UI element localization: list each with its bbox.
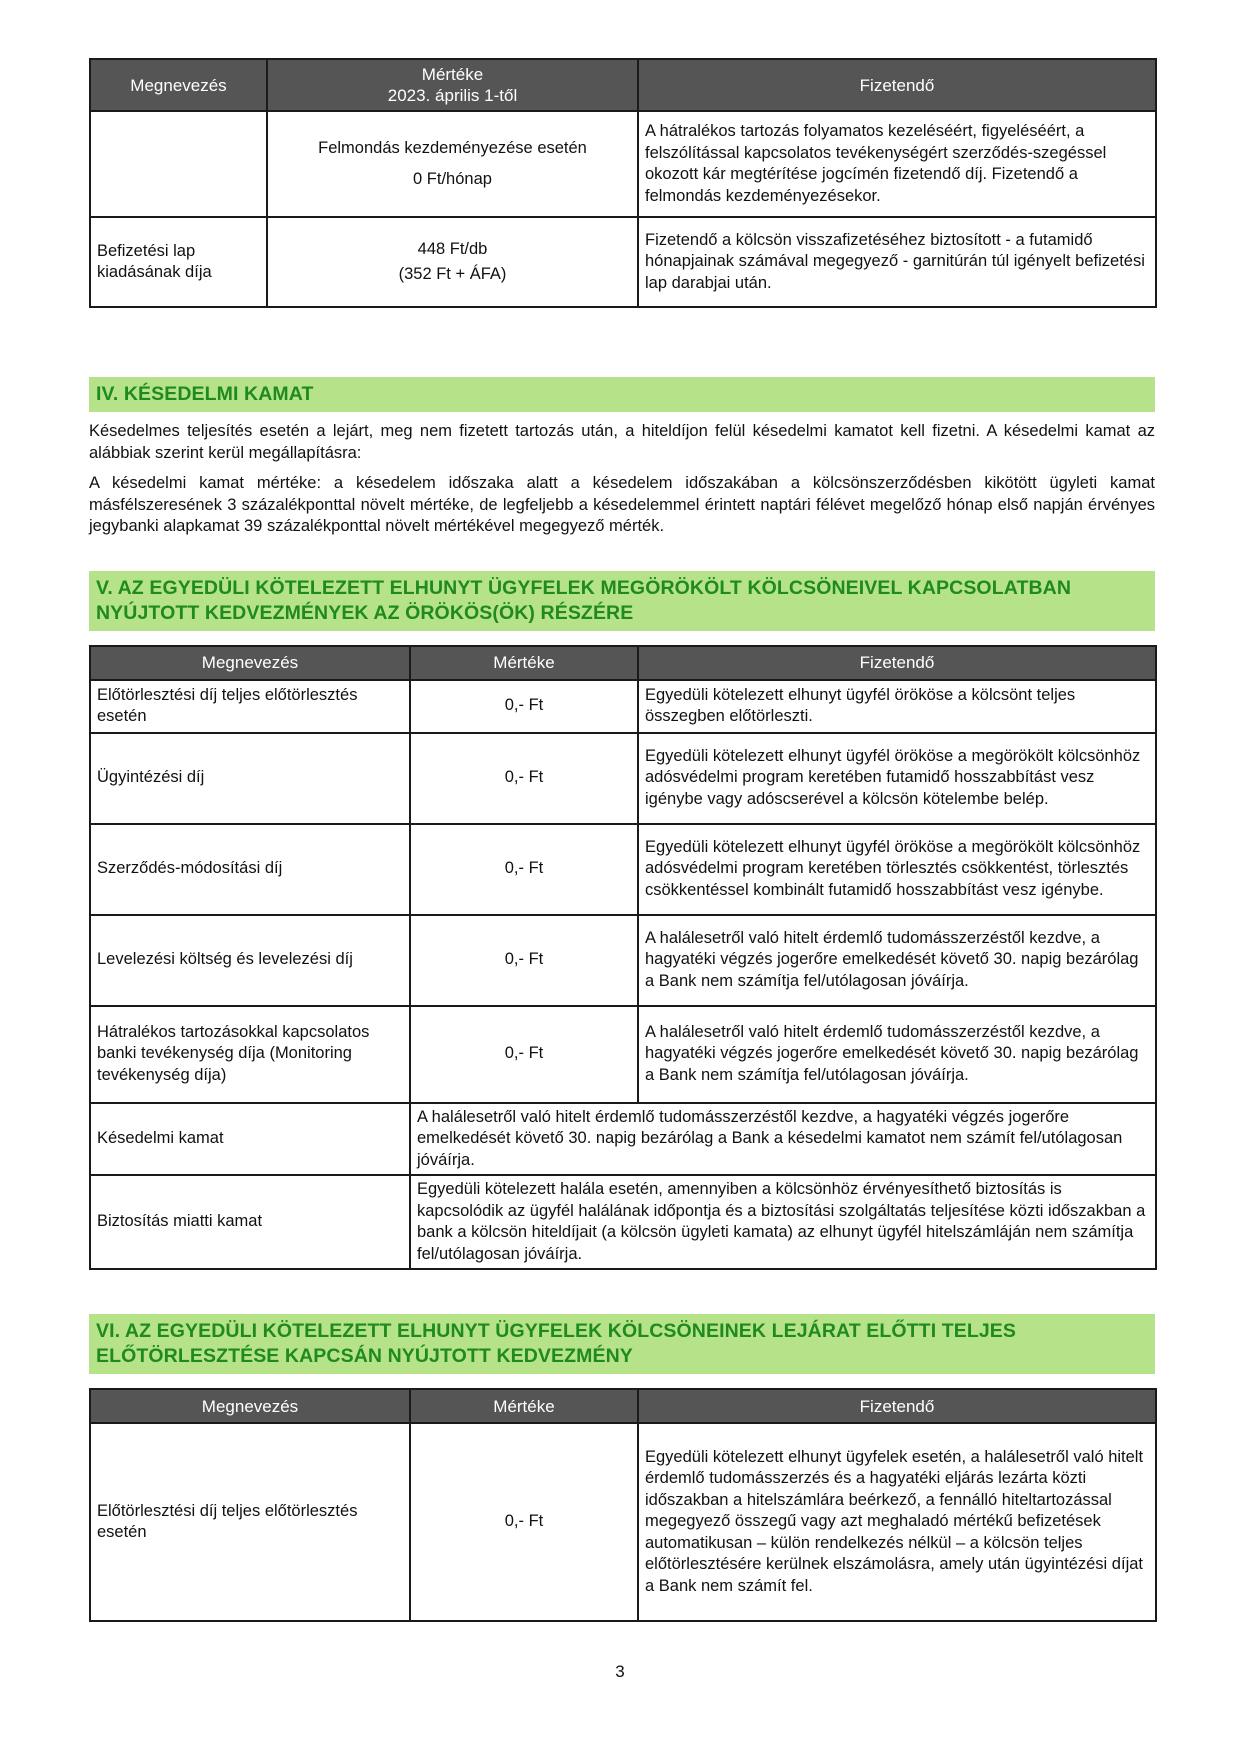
fee-table-continued	[89, 58, 1157, 308]
row-name: Befizetési lap kiadásának díja	[90, 217, 267, 307]
header-name: Megnevezés	[90, 646, 410, 680]
rate-line-2: (352 Ft + ÁFA)	[398, 265, 507, 283]
table-row	[90, 680, 1156, 733]
row-payable: Fizetendő a kölcsön visszafizetéséhez biztosított - a futamidő hónapjainak számával megegyező - garnitúrán túl igényelt befizetési lap darabjai után.	[638, 217, 1156, 307]
row-rate: 0,- Ft	[410, 1423, 638, 1621]
row-rate	[267, 111, 638, 217]
row-payable: Egyedüli kötelezett elhunyt ügyfél örököse a megörökölt kölcsönhöz adósvédelmi program keretében futamidő hosszabbítást vesz igénybe vagy adóscserével a kölcsön kötelembe belép.	[638, 733, 1156, 824]
row-name: Előtörlesztési díj teljes előtörlesztés esetén	[90, 1423, 410, 1621]
row-name: Biztosítás miatti kamat	[90, 1175, 410, 1269]
row-payable: A halálesetről való hitelt érdemlő tudomásszerzéstől kezdve, a hagyatéki végzés jogerőre emelkedését követő 30. napig bezárólag a Bank nem számítja fel/utólagosan jóváírja.	[638, 915, 1156, 1006]
section-iv-heading: IV. KÉSEDELMI KAMAT	[89, 377, 1155, 412]
header-name: Megnevezés	[90, 1389, 410, 1423]
table-header-row	[90, 1389, 1156, 1423]
table-row	[90, 1175, 1156, 1269]
rate-line-2: 0 Ft/hónap	[413, 169, 492, 188]
header-rate: Mértéke	[410, 1389, 638, 1423]
table-row	[90, 1423, 1156, 1621]
row-payable: Egyedüli kötelezett elhunyt ügyfelek esetén, a halálesetről való hitelt érdemlő tudomásszerzés és a hagyatéki eljárás lezárta közti időszakban a hitelszámlára beérkező, a fennálló hiteltartozással megegyező összegű vagy azt meghaladó mértékű befizetések automatikusan – külön rendelkezés nélkül – a kölcsön teljes előtörlesztésére kerülnek elszámolásra, amely után ügyintézési díjat a Bank nem számít fel.	[638, 1423, 1156, 1621]
row-rate	[267, 217, 638, 307]
table-row	[90, 217, 1156, 307]
rate-line-1: Felmondás kezdeményezése esetén	[318, 139, 587, 157]
row-rate: 0,- Ft	[410, 680, 638, 733]
header-rate: Mértéke	[410, 646, 638, 680]
page-number: 3	[615, 1662, 625, 1681]
section-v-heading: V. AZ EGYEDÜLI KÖTELEZETT ELHUNYT ÜGYFELEK MEGÖRÖKÖLT KÖLCSÖNEIVEL KAPCSOLATBAN NYÚJTOTT KEDVEZMÉNYEK AZ ÖRÖKÖS(ÖK) RÉSZÉRE	[89, 571, 1155, 631]
document-page	[89, 58, 1155, 1622]
section-iv-paragraph-2: A késedelmi kamat mértéke: a késedelem időszaka alatt a késedelem időszakában a kölcsönszerződésben kikötött ügyleti kamat másfélszeresének 3 százalékponttal növelt mértéke, de legfeljebb a késedelemmel érintett naptári félévet megelőző hónap első napján érvényes jegybanki alapkamat 39 százalékponttal növelt mértékével megegyező mérték.	[89, 474, 1155, 535]
header-rate-date: 2023. április 1-től	[387, 86, 518, 105]
row-name: Ügyintézési díj	[90, 733, 410, 824]
table-row	[90, 915, 1156, 1006]
row-merged-text: A halálesetről való hitelt érdemlő tudomásszerzéstől kezdve, a hagyatéki végzés jogerőre emelkedését követő 30. napig bezárólag a Bank a késedelmi kamatot nem számít fel/utólagosan jóváírja.	[410, 1103, 1156, 1176]
row-name	[90, 111, 267, 217]
row-rate: 0,- Ft	[410, 824, 638, 915]
header-payable: Fizetendő	[638, 1389, 1156, 1423]
section-vi-heading: VI. AZ EGYEDÜLI KÖTELEZETT ELHUNYT ÜGYFELEK KÖLCSÖNEINEK LEJÁRAT ELŐTTI TELJES ELŐTÖRLESZTÉSE KAPCSÁN NYÚJTOTT KEDVEZMÉNY	[89, 1314, 1155, 1374]
row-rate: 0,- Ft	[410, 915, 638, 1006]
header-payable: Fizetendő	[638, 646, 1156, 680]
table-header-row	[90, 646, 1156, 680]
header-payable: Fizetendő	[638, 59, 1156, 111]
table-row	[90, 733, 1156, 824]
header-rate	[267, 59, 638, 111]
table-header-row	[90, 59, 1156, 111]
table-row	[90, 111, 1156, 217]
row-merged-text: Egyedüli kötelezett halála esetén, amennyiben a kölcsönhöz érvényesíthető biztosítás is kapcsolódik az ügyfél halálának időpontja és a biztosítási szolgáltatás teljesítése közti időszakban a bank a kölcsön hiteldíjait (a kölcsön ügyleti kamata) az elhunyt ügyfél hitelszámláján nem számítja fel/utólagosan jóváírja.	[410, 1175, 1156, 1269]
row-payable: A halálesetről való hitelt érdemlő tudomásszerzéstől kezdve, a hagyatéki végzés jogerőre emelkedését követő 30. napig bezárólag a Bank nem számítja fel/utólagosan jóváírja.	[638, 1006, 1156, 1103]
row-name: Szerződés-módosítási díj	[90, 824, 410, 915]
row-rate: 0,- Ft	[410, 1006, 638, 1103]
row-payable: A hátralékos tartozás folyamatos kezeléséért, figyeléséért, a felszólítással kapcsolatos tevékenységért szerződés-szegéssel okozott kár megtérítése jogcímén fizetendő díj. Fizetendő a felmondás kezdeményezésekor.	[638, 111, 1156, 217]
row-rate: 0,- Ft	[410, 733, 638, 824]
section-iv-paragraph-1: Késedelmes teljesítés esetén a lejárt, meg nem fizetett tartozás után, a hiteldíjon felül késedelmi kamatot kell fizetni. A késedelmi kamat az alábbiak szerint kerül megállapításra:	[89, 422, 1155, 462]
heirs-benefit-table	[89, 645, 1157, 1271]
table-row	[90, 1103, 1156, 1176]
header-rate-label: Mértéke	[421, 65, 484, 84]
rate-line-1: 448 Ft/db	[417, 239, 488, 258]
row-name: Késedelmi kamat	[90, 1103, 410, 1176]
row-name: Levelezési költség és levelezési díj	[90, 915, 410, 1006]
table-row	[90, 1006, 1156, 1103]
row-payable: Egyedüli kötelezett elhunyt ügyfél örököse a kölcsönt teljes összegben előtörleszti.	[638, 680, 1156, 733]
header-name: Megnevezés	[90, 59, 267, 111]
row-payable: Egyedüli kötelezett elhunyt ügyfél örököse a megörökölt kölcsönhöz adósvédelmi program keretében törlesztés csökkentést, törlesztés csökkentéssel kombinált futamidő hosszabbítást vesz igénybe.	[638, 824, 1156, 915]
table-row	[90, 824, 1156, 915]
row-name: Előtörlesztési díj teljes előtörlesztés esetén	[90, 680, 410, 733]
row-name: Hátralékos tartozásokkal kapcsolatos banki tevékenység díja (Monitoring tevékenység díja)	[90, 1006, 410, 1103]
prepayment-benefit-table	[89, 1388, 1157, 1622]
